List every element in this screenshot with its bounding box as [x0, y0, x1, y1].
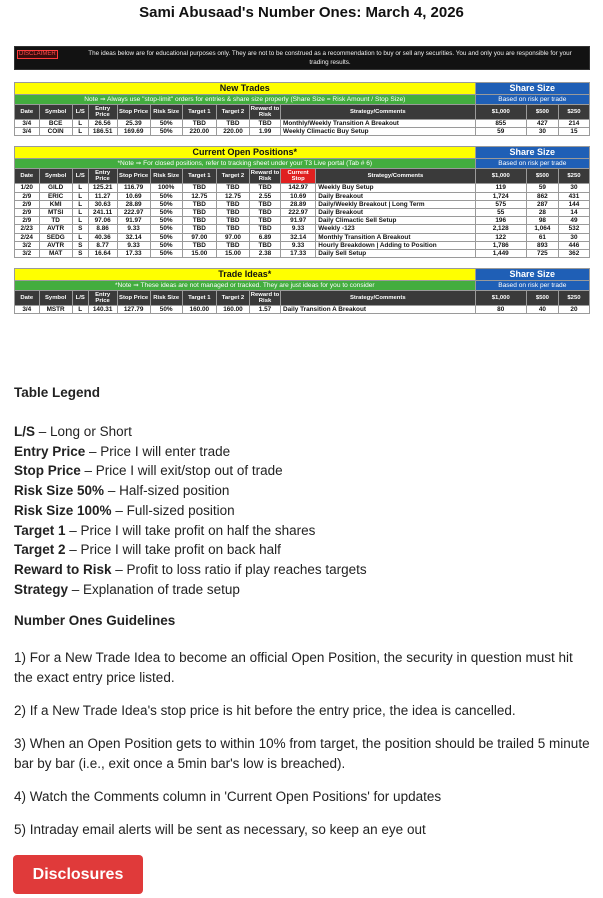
column-header-row — [15, 291, 590, 306]
col-target1: Target 1 — [182, 291, 216, 306]
cell-date: 3/4 — [15, 306, 40, 314]
cell-stop: 28.89 — [117, 200, 150, 208]
cell-stop: 91.97 — [117, 217, 150, 225]
col-symbol: Symbol — [39, 169, 72, 184]
cell-s250: 362 — [558, 250, 589, 258]
cell-ls: S — [72, 225, 88, 233]
cell-rr: 6.89 — [250, 233, 281, 241]
cell-date: 1/20 — [15, 184, 40, 192]
cell-t2: TBD — [216, 241, 249, 249]
cell-s500: 98 — [526, 217, 558, 225]
cell-s250: 431 — [558, 192, 589, 200]
share-size-header: Share Size — [475, 269, 589, 281]
legend-term: Stop Price — [14, 463, 81, 479]
col-target2: Target 2 — [216, 169, 249, 184]
col-1000: $1,000 — [475, 291, 526, 306]
legend-term: Target 1 — [14, 522, 66, 538]
cell-s250: 15 — [558, 128, 589, 136]
col-reward-risk: Reward to Risk — [250, 291, 280, 305]
cell-s250: 30 — [558, 184, 589, 192]
legend-item — [14, 521, 594, 541]
cell-s1000: 80 — [475, 306, 526, 314]
trade-ideas-table — [14, 268, 590, 314]
cell-cstop: 28.89 — [281, 200, 316, 208]
cell-rr: 2.38 — [250, 250, 281, 258]
table-legend — [14, 384, 594, 599]
col-reward-risk: Reward to Risk — [250, 170, 280, 183]
cell-s250: 144 — [558, 200, 589, 208]
cell-ls: L — [72, 200, 88, 208]
cell-s500: 1,064 — [526, 225, 558, 233]
cell-t2: TBD — [216, 225, 249, 233]
guideline-item: 1) For a New Trade Idea to become an official Open Position, the security in question must hit the exact entry price listed. — [14, 650, 573, 685]
col-stop: Stop Price — [117, 105, 150, 120]
cell-risk: 50% — [150, 241, 182, 249]
cell-risk: 50% — [150, 200, 182, 208]
legend-desc: – Price I will exit/stop out of trade — [80, 463, 283, 479]
cell-date: 3/4 — [15, 120, 40, 128]
col-date: Date — [15, 105, 40, 120]
cell-risk: 50% — [150, 250, 182, 258]
legend-desc: – Full-sized position — [111, 502, 235, 518]
legend-item — [14, 580, 594, 600]
cell-s500: 287 — [526, 200, 558, 208]
cell-strategy: Weekly Buy Setup — [316, 184, 475, 192]
cell-stop: 9.33 — [117, 225, 150, 233]
cell-symbol: KMI — [39, 200, 72, 208]
cell-stop: 169.69 — [117, 128, 150, 136]
cell-s500: 40 — [526, 306, 558, 314]
cell-symbol: AVTR — [39, 241, 72, 249]
guideline-item: 3) When an Open Position gets to within 10% from target, the position should be trailed 5 minute bar by bar (i.e., exit once a 5min bar's low is breached). — [14, 736, 590, 771]
col-symbol: Symbol — [39, 291, 72, 306]
cell-date: 2/24 — [15, 233, 40, 241]
trade-ideas-section — [14, 268, 590, 314]
legend-desc: – Profit to loss ratio if play reaches targets — [111, 561, 367, 577]
cell-risk: 50% — [150, 209, 182, 217]
cell-stop: 10.69 — [117, 192, 150, 200]
cell-s250: 214 — [558, 120, 589, 128]
cell-rr: TBD — [250, 241, 281, 249]
guideline-item: 5) Intraday email alerts will be sent as necessary, so keep an eye out — [14, 822, 426, 837]
cell-ls: L — [72, 192, 88, 200]
legend-item — [14, 422, 594, 442]
table-row — [15, 225, 590, 233]
cell-symbol: GILD — [39, 184, 72, 192]
cell-ls: L — [72, 184, 88, 192]
cell-t2: TBD — [216, 217, 249, 225]
cell-t1: 220.00 — [182, 128, 216, 136]
cell-s500: 28 — [526, 209, 558, 217]
col-1000: $1,000 — [475, 105, 526, 120]
cell-date: 3/2 — [15, 241, 40, 249]
col-ls: L/S — [72, 291, 88, 306]
col-reward-risk: Reward to Risk — [250, 105, 280, 118]
new-trades-note: Note ⇒ Always use "stop-limit" orders for entries & share size properly (Share Size = Risk Amount / Stop Size) — [15, 95, 476, 105]
cell-s500: 725 — [526, 250, 558, 258]
col-target1: Target 1 — [182, 105, 216, 120]
disclaimer-tag: DISCLAIMER — [19, 51, 56, 57]
cell-date: 3/2 — [15, 250, 40, 258]
cell-symbol: COIN — [39, 128, 72, 136]
cell-date: 2/9 — [15, 192, 40, 200]
table-row — [15, 217, 590, 225]
col-current-stop: Current Stop — [281, 169, 316, 184]
legend-heading: Table Legend — [14, 385, 101, 400]
cell-t2: 15.00 — [216, 250, 249, 258]
cell-s1000: 119 — [475, 184, 526, 192]
cell-t1: TBD — [182, 200, 216, 208]
legend-list — [14, 422, 594, 599]
cell-s1000: 855 — [475, 120, 526, 128]
share-size-note: Based on risk per trade — [475, 95, 589, 105]
table-row — [15, 250, 590, 258]
legend-desc: – Long or Short — [35, 424, 132, 439]
cell-t1: 97.00 — [182, 233, 216, 241]
legend-desc: – Price I will enter trade — [85, 443, 231, 459]
table-row — [15, 184, 590, 192]
cell-s250: 49 — [558, 217, 589, 225]
legend-item — [14, 461, 594, 481]
cell-risk: 50% — [150, 225, 182, 233]
cell-strategy: Daily Climactic Sell Setup — [316, 217, 475, 225]
cell-strategy: Monthly/Weekly Transition A Breakout — [281, 120, 476, 128]
cell-strategy: Weekly -123 — [316, 225, 475, 233]
cell-ls: S — [72, 250, 88, 258]
col-strategy: Strategy/Comments — [281, 291, 476, 306]
table-row — [15, 192, 590, 200]
cell-symbol: TD — [39, 217, 72, 225]
cell-cstop: 9.33 — [281, 241, 316, 249]
cell-ls: L — [72, 209, 88, 217]
cell-strategy: Weekly Climactic Buy Setup — [281, 128, 476, 136]
cell-t1: TBD — [182, 120, 216, 128]
cell-stop: 25.39 — [117, 120, 150, 128]
table-row — [15, 233, 590, 241]
legend-desc: – Explanation of trade setup — [68, 581, 240, 597]
legend-term: Entry Price — [14, 443, 86, 459]
cell-t2: 97.00 — [216, 233, 249, 241]
trade-ideas-title: Trade Ideas* — [15, 269, 476, 281]
share-size-header: Share Size — [475, 83, 589, 95]
disclaimer-text: The ideas below are for educational purposes only. They are not to be construed as a recommendation to buy or sell any securities. You and only you are responsible for your trading results. — [88, 50, 572, 66]
cell-risk: 50% — [150, 217, 182, 225]
new-trades-title: New Trades — [15, 83, 476, 95]
guidelines-heading: Number Ones Guidelines — [14, 613, 176, 628]
cell-risk: 50% — [150, 192, 182, 200]
column-header-row — [15, 105, 590, 120]
cell-s500: 30 — [526, 128, 558, 136]
legend-term: L/S — [14, 424, 36, 439]
cell-s250: 532 — [558, 225, 589, 233]
trade-ideas-note: *Note ⇒ These ideas are not managed or tracked. They are just ideas for you to consider — [15, 281, 476, 291]
guideline-item: 2) If a New Trade Idea's stop price is hit before the entry price, the idea is cancelled. — [14, 703, 516, 718]
cell-t2: 160.00 — [216, 306, 249, 314]
guideline-item: 4) Watch the Comments column in 'Current Open Positions' for updates — [14, 789, 442, 804]
cell-strategy: Daily/Weekly Breakout | Long Term — [316, 200, 475, 208]
legend-item — [14, 481, 594, 501]
cell-cstop: 91.97 — [281, 217, 316, 225]
cell-symbol: AVTR — [39, 225, 72, 233]
cell-entry: 125.21 — [88, 184, 117, 192]
cell-strategy: Daily Transition A Breakout — [281, 306, 476, 314]
legend-item — [14, 442, 594, 462]
open-positions-body — [15, 184, 590, 258]
cell-t1: TBD — [182, 241, 216, 249]
new-trades-body — [15, 120, 590, 136]
cell-s1000: 55 — [475, 209, 526, 217]
cell-symbol: SEDG — [39, 233, 72, 241]
cell-s1000: 59 — [475, 128, 526, 136]
legend-desc: – Half-sized position — [104, 483, 230, 499]
cell-rr: 1.57 — [250, 306, 281, 314]
new-trades-table — [14, 82, 590, 136]
cell-date: 2/9 — [15, 217, 40, 225]
col-500: $500 — [526, 169, 558, 184]
cell-t1: TBD — [182, 217, 216, 225]
cell-s1000: 1,724 — [475, 192, 526, 200]
legend-term: Target 2 — [14, 542, 66, 558]
cell-t1: TBD — [182, 184, 216, 192]
open-positions-note: *Note ⇒ For closed positions, refer to tracking sheet under your T3 Live portal (Tab # 6) — [15, 159, 476, 169]
cell-ls: L — [72, 128, 88, 136]
col-target1: Target 1 — [182, 169, 216, 184]
cell-entry: 8.77 — [88, 241, 117, 249]
cell-s1000: 575 — [475, 200, 526, 208]
cell-s1000: 1,449 — [475, 250, 526, 258]
cell-t2: TBD — [216, 184, 249, 192]
col-250: $250 — [558, 291, 589, 306]
cell-cstop: 142.97 — [281, 184, 316, 192]
cell-entry: 40.36 — [88, 233, 117, 241]
cell-entry: 140.31 — [88, 306, 117, 314]
cell-t1: TBD — [182, 209, 216, 217]
cell-t2: 220.00 — [216, 128, 249, 136]
table-row — [15, 209, 590, 217]
cell-stop: 222.97 — [117, 209, 150, 217]
legend-term: Strategy — [14, 581, 69, 597]
col-entry: Entry Price — [88, 169, 117, 184]
cell-s500: 893 — [526, 241, 558, 249]
col-risk: Risk Size — [150, 105, 182, 120]
share-size-header: Share Size — [475, 147, 589, 159]
cell-cstop: 32.14 — [281, 233, 316, 241]
col-symbol: Symbol — [39, 105, 72, 120]
col-500: $500 — [526, 291, 558, 306]
cell-strategy: Monthly Transition A Breakout — [316, 233, 475, 241]
col-strategy: Strategy/Comments — [281, 105, 476, 120]
cell-date: 2/9 — [15, 200, 40, 208]
cell-stop: 17.33 — [117, 250, 150, 258]
table-row — [15, 128, 590, 136]
col-ls: L/S — [72, 105, 88, 120]
cell-cstop: 9.33 — [281, 225, 316, 233]
cell-symbol: MAT — [39, 250, 72, 258]
page-title: Sami Abusaad's Number Ones: March 4, 2026 — [139, 4, 464, 21]
cell-stop: 127.79 — [117, 306, 150, 314]
col-risk: Risk Size — [150, 291, 182, 306]
col-250: $250 — [558, 169, 589, 184]
new-trades-section — [14, 82, 590, 136]
cell-ls: L — [72, 233, 88, 241]
disclaimer-banner — [14, 46, 590, 70]
cell-s1000: 2,128 — [475, 225, 526, 233]
col-target2: Target 2 — [216, 291, 249, 306]
cell-entry: 26.56 — [88, 120, 117, 128]
col-risk: Risk Size — [150, 169, 182, 184]
cell-t1: 12.75 — [182, 192, 216, 200]
col-stop: Stop Price — [117, 169, 150, 184]
cell-strategy: Daily Breakout — [316, 192, 475, 200]
cell-s500: 61 — [526, 233, 558, 241]
cell-s250: 14 — [558, 209, 589, 217]
cell-t2: 12.75 — [216, 192, 249, 200]
cell-date: 2/9 — [15, 209, 40, 217]
cell-entry: 97.06 — [88, 217, 117, 225]
cell-ls: S — [72, 241, 88, 249]
legend-item — [14, 501, 594, 521]
cell-stop: 116.79 — [117, 184, 150, 192]
open-positions-title: Current Open Positions* — [15, 147, 476, 159]
cell-stop: 32.14 — [117, 233, 150, 241]
table-row — [15, 241, 590, 249]
cell-rr: TBD — [250, 120, 281, 128]
cell-entry: 8.86 — [88, 225, 117, 233]
cell-risk: 50% — [150, 233, 182, 241]
cell-entry: 16.64 — [88, 250, 117, 258]
cell-t2: TBD — [216, 200, 249, 208]
cell-s1000: 1,786 — [475, 241, 526, 249]
cell-symbol: MTSI — [39, 209, 72, 217]
guidelines-section — [14, 612, 594, 840]
cell-ls: L — [72, 120, 88, 128]
cell-risk: 50% — [150, 128, 182, 136]
trade-ideas-body — [15, 306, 590, 314]
cell-cstop: 222.97 — [281, 209, 316, 217]
legend-term: Risk Size 100% — [14, 502, 112, 518]
cell-entry: 241.11 — [88, 209, 117, 217]
open-positions-section — [14, 146, 590, 258]
cell-t2: TBD — [216, 120, 249, 128]
col-500: $500 — [526, 105, 558, 120]
legend-term: Risk Size 50% — [14, 483, 105, 499]
col-1000: $1,000 — [475, 169, 526, 184]
legend-item — [14, 540, 594, 560]
col-target2: Target 2 — [216, 105, 249, 120]
col-250: $250 — [558, 105, 589, 120]
cell-strategy: Daily Sell Setup — [316, 250, 475, 258]
disclosures-button[interactable]: Disclosures — [13, 855, 143, 894]
table-row — [15, 120, 590, 128]
cell-entry: 186.51 — [88, 128, 117, 136]
legend-desc: – Price I will take profit on back half — [65, 542, 281, 558]
cell-ls: L — [72, 217, 88, 225]
cell-s1000: 196 — [475, 217, 526, 225]
table-row — [15, 200, 590, 208]
share-size-note: Based on risk per trade — [475, 159, 589, 169]
table-row — [15, 306, 590, 314]
cell-rr: TBD — [250, 209, 281, 217]
cell-symbol: MSTR — [39, 306, 72, 314]
cell-rr: 2.55 — [250, 192, 281, 200]
legend-desc: – Price I will take profit on half the shares — [65, 522, 316, 538]
cell-s250: 446 — [558, 241, 589, 249]
col-date: Date — [15, 169, 40, 184]
cell-s250: 30 — [558, 233, 589, 241]
cell-s250: 20 — [558, 306, 589, 314]
cell-symbol: ERIC — [39, 192, 72, 200]
col-stop: Stop Price — [117, 291, 150, 306]
legend-item — [14, 560, 594, 580]
cell-t1: 160.00 — [182, 306, 216, 314]
cell-entry: 30.63 — [88, 200, 117, 208]
cell-symbol: BCE — [39, 120, 72, 128]
cell-t2: TBD — [216, 209, 249, 217]
cell-s500: 427 — [526, 120, 558, 128]
cell-rr: TBD — [250, 200, 281, 208]
cell-t1: 15.00 — [182, 250, 216, 258]
col-strategy: Strategy/Comments — [316, 169, 475, 184]
legend-term: Reward to Risk — [14, 561, 112, 577]
cell-stop: 9.33 — [117, 241, 150, 249]
cell-date: 2/23 — [15, 225, 40, 233]
cell-rr: 1.99 — [250, 128, 281, 136]
cell-ls: L — [72, 306, 88, 314]
col-entry: Entry Price — [88, 105, 117, 120]
cell-s500: 862 — [526, 192, 558, 200]
cell-date: 3/4 — [15, 128, 40, 136]
cell-entry: 11.27 — [88, 192, 117, 200]
cell-rr: TBD — [250, 184, 281, 192]
cell-t1: TBD — [182, 225, 216, 233]
trading-sheet — [14, 46, 590, 314]
cell-strategy: Hourly Breakdown | Adding to Position — [316, 241, 475, 249]
col-ls: L/S — [72, 169, 88, 184]
cell-s1000: 122 — [475, 233, 526, 241]
cell-s500: 59 — [526, 184, 558, 192]
cell-cstop: 10.69 — [281, 192, 316, 200]
cell-strategy: Daily Breakout — [316, 209, 475, 217]
cell-risk: 50% — [150, 120, 182, 128]
column-header-row — [15, 169, 590, 184]
cell-risk: 50% — [150, 306, 182, 314]
cell-rr: TBD — [250, 217, 281, 225]
cell-rr: TBD — [250, 225, 281, 233]
col-entry: Entry Price — [88, 291, 117, 306]
cell-risk: 100% — [150, 184, 182, 192]
open-positions-table — [14, 146, 590, 258]
cell-cstop: 17.33 — [281, 250, 316, 258]
share-size-note: Based on risk per trade — [475, 281, 589, 291]
col-date: Date — [15, 291, 40, 306]
